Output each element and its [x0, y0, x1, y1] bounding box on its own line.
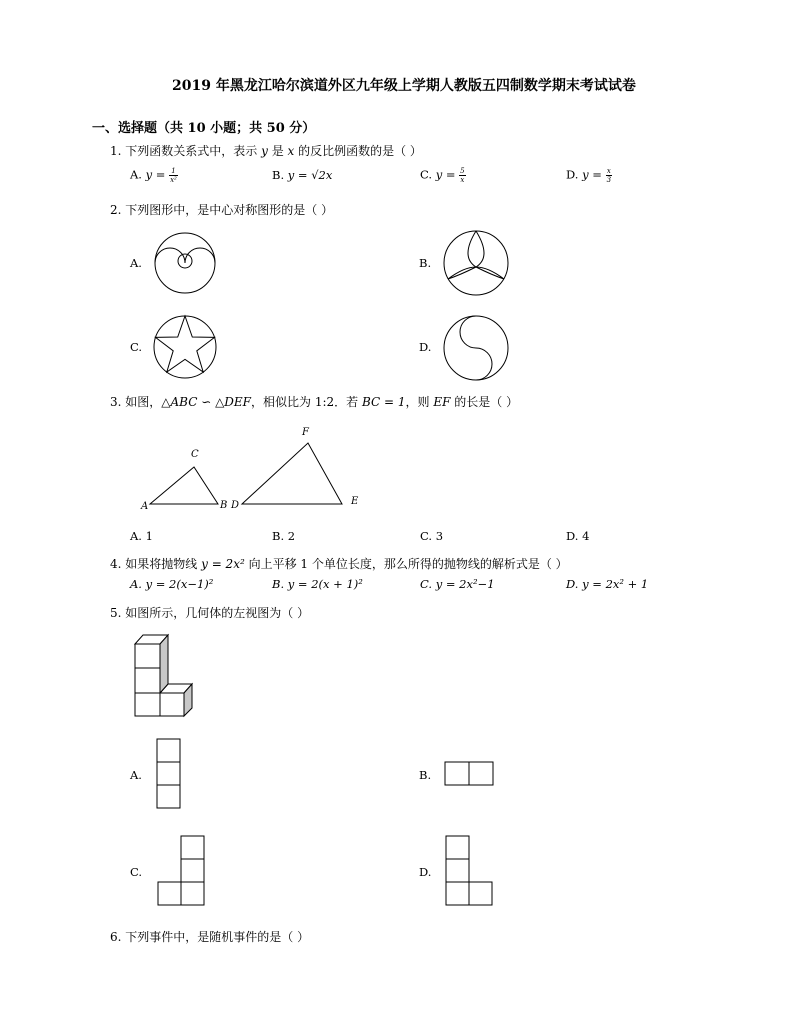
q5-solid-figure — [130, 630, 200, 722]
question-3-stem: 3. 如图，△ABC ∽ △DEF，相似比为 1:2．若 BC = 1，则 EF 的长是（ ） — [110, 395, 519, 409]
q5-option-b-figure — [444, 761, 494, 787]
question-3-option-a: A. 1 — [130, 529, 153, 543]
question-5-label-b: B. — [419, 768, 432, 782]
question-5-label-c: C. — [130, 865, 143, 879]
question-5-label-d: D. — [419, 865, 432, 879]
q2-figure-b — [440, 227, 512, 299]
triangle-abc — [150, 467, 218, 504]
question-4-option-a: A. y = 2(x−1)² — [130, 577, 214, 591]
label-E: E — [351, 496, 359, 507]
question-6-stem: 6. 下列事件中，是随机事件的是（ ） — [110, 930, 310, 944]
label-C: C — [191, 449, 199, 460]
question-4-option-d: D. y = 2x² + 1 — [566, 577, 649, 591]
triangle-def — [242, 443, 342, 504]
question-4-stem: 4. 如果将抛物线 y = 2x² 向上平移 1 个单位长度，那么所得的抛物线的解析式是（ ） — [110, 557, 568, 571]
question-3-option-c: C. 3 — [420, 529, 444, 543]
q5-option-c-figure — [156, 835, 206, 907]
question-1-option-d: D. y = $\frac{x}{3}$ — [566, 167, 612, 184]
question-4-option-b: B. y = 2(x + 1)² — [272, 577, 363, 591]
q2-figure-a — [150, 228, 220, 298]
question-1-option-c: C. y = $\frac{5}{x}$ — [420, 167, 465, 184]
question-4-option-c: C. y = 2x²−1 — [420, 577, 495, 591]
label-F: F — [302, 427, 309, 438]
section-heading: 一、选择题（共 10 小题；共 50 分） — [92, 121, 316, 136]
q5-option-d-figure — [445, 835, 495, 907]
question-2-label-b: B. — [419, 256, 432, 270]
question-2-label-c: C. — [130, 340, 143, 354]
question-5-stem: 5. 如图所示，几何体的左视图为（ ） — [110, 606, 310, 620]
q3-figure-triangles — [138, 422, 368, 517]
label-A: A — [141, 501, 149, 512]
question-2-stem: 2. 下列图形中，是中心对称图形的是（ ） — [110, 203, 334, 217]
exam-title: 2019 年黑龙江哈尔滨道外区九年级上学期人教版五四制数学期末考试试卷 — [172, 78, 636, 94]
q2-figure-d — [440, 312, 512, 384]
question-3-option-d: D. 4 — [566, 529, 590, 543]
label-D: D — [231, 500, 240, 511]
q5-option-a-figure — [156, 738, 182, 810]
question-2-label-d: D. — [419, 340, 432, 354]
question-1-stem: 1. 下列函数关系式中，表示 y 是 x 的反比例函数的是（ ） — [110, 144, 422, 158]
question-1-option-a: A. y = $\frac{1}{\text{x²}}$ — [130, 167, 177, 184]
q2-figure-c — [150, 312, 220, 382]
question-5-label-a: A. — [130, 768, 142, 782]
label-B: B — [220, 500, 228, 511]
question-3-option-b: B. 2 — [272, 529, 296, 543]
question-2-label-a: A. — [130, 256, 142, 270]
question-1-option-b: B. y = √2x — [272, 168, 333, 182]
